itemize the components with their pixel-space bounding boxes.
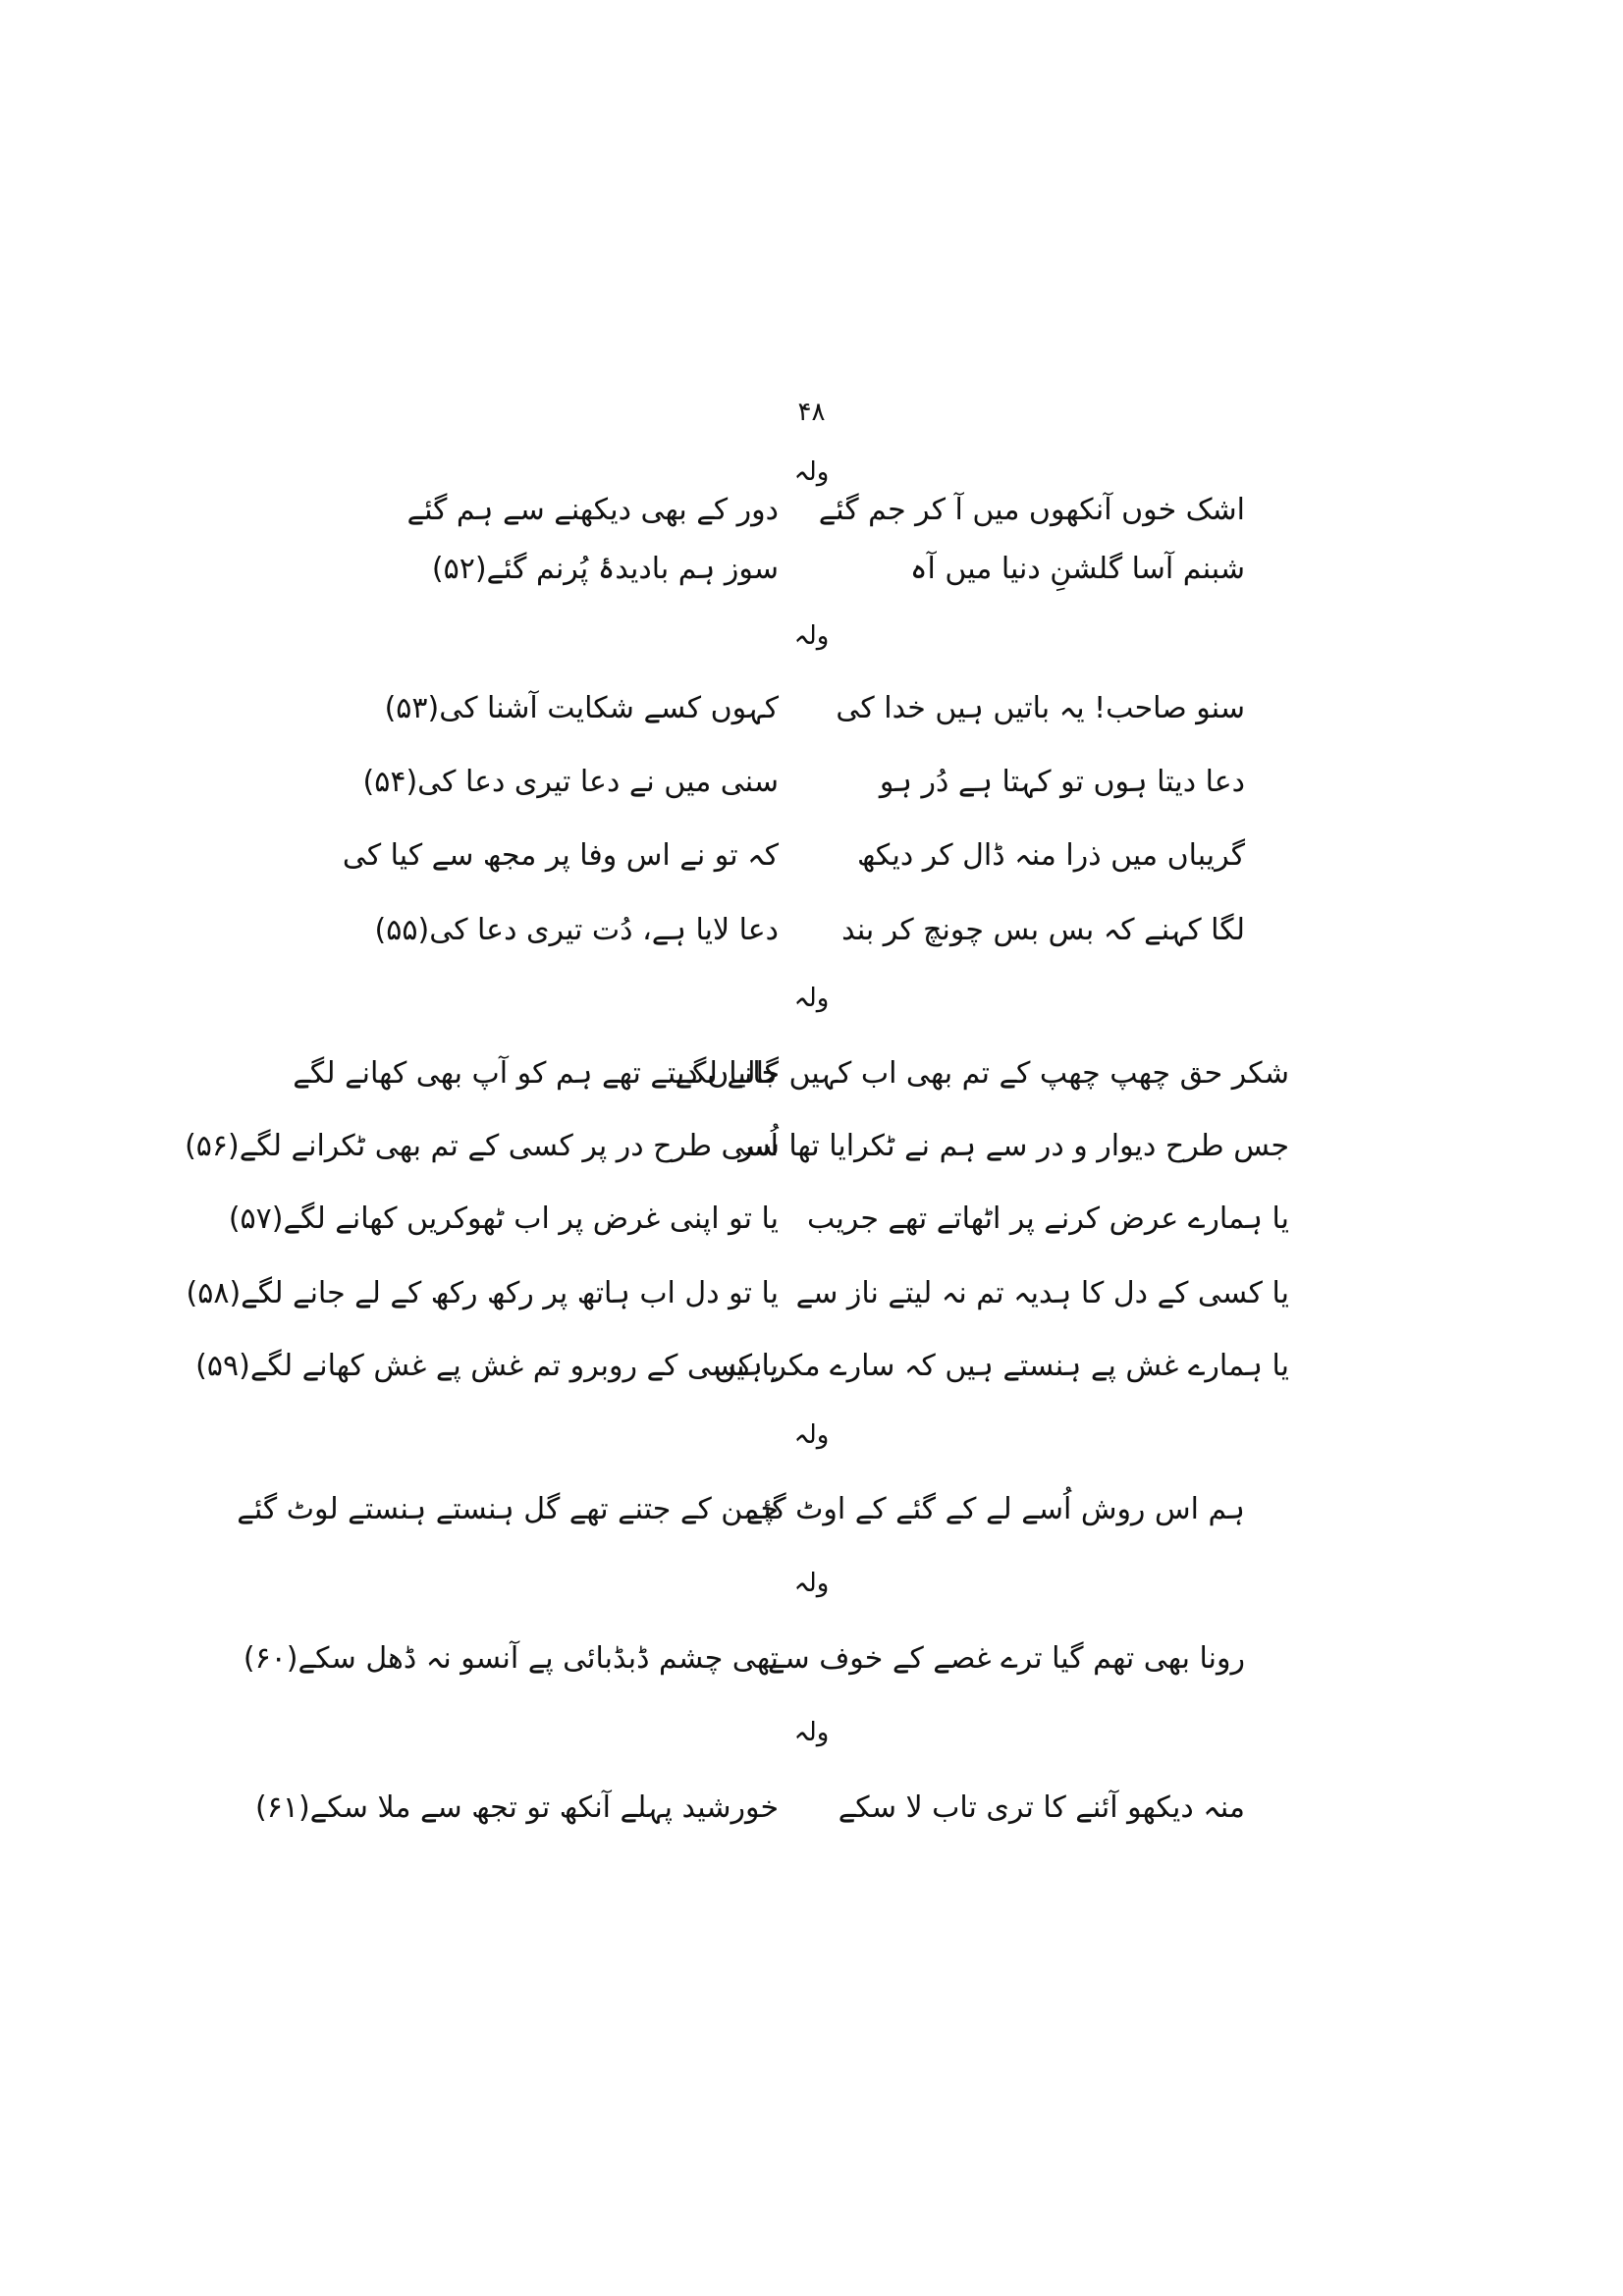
couplet [0,1117,1623,1176]
couplet [0,1480,1623,1539]
couplet [0,481,1623,540]
couplet-first-line: رونا بھی تھم گیا ترے غصے کے خوف سے [767,1641,1245,1676]
couplet-second-line: سوز ہم بادیدۂ پُرنم گئے(۵۲) [431,552,779,586]
couplet [0,1337,1623,1396]
couplet-second-line: دور کے بھی دیکھنے سے ہم گئے [406,493,779,527]
couplet-second-line: خورشید پہلے آنکھ تو تجھ سے ملا سکے(۶۱) [254,1790,779,1825]
couplet-second-line: گالیاں دیتے تھے ہم کو آپ بھی کھانے لگے [293,1056,779,1091]
section-heading: ولہ [793,984,830,1013]
couplet-second-line: دعا لایا ہے، دُت تیری دعا کی(۵۵) [374,913,779,947]
section-heading: ولہ [793,1569,830,1598]
couplet [0,1190,1623,1249]
couplet-first-line: منہ دیکھو آئنے کا تری تاب لا سکے [838,1790,1245,1825]
section-heading: ولہ [793,621,830,651]
couplet-first-line: یا ہمارے غش پے ہنستے ہیں کہ سارے مکر ہیں [714,1349,1289,1383]
couplet-first-line: یا کسی کے دل کا ہدیہ تم نہ لیتے ناز سے [795,1276,1289,1310]
couplet-first-line: دعا دیتا ہوں تو کہتا ہے دُر ہو [879,765,1245,799]
couplet-second-line: سنی میں نے دعا تیری دعا کی(۵۴) [362,765,779,799]
couplet-second-line: کہ تو نے اس وفا پر مجھ سے کیا کی [342,838,779,873]
couplet [0,901,1623,960]
couplet-second-line: چمن کے جتنے تھے گل ہنستے ہنستے لوٹ گئے [237,1492,779,1526]
couplet-second-line: اُسی طرح در پر کسی کے تم بھی ٹکرانے لگے(۵۶) [185,1129,779,1163]
couplet-first-line: اشک خوں آنکھوں میں آ کر جم گئے [818,493,1245,527]
couplet [0,1044,1623,1103]
couplet-second-line: یا تو دل اب ہاتھ پر رکھ رکھ کے لے جانے لگے(۵۸) [186,1276,779,1310]
section-heading: ولہ [793,1420,830,1450]
couplet [0,753,1623,812]
couplet [0,1264,1623,1323]
couplet-first-line: ہم اس روش اُسے لے کے گئے کے اوٹ گئے [745,1492,1245,1526]
couplet-first-line: یا ہمارے عرض کرنے پر اٹھاتے تھے جریب [806,1201,1289,1236]
couplet [0,679,1623,738]
couplet [0,1779,1623,1838]
couplet-second-line: یا کسی کے روبرو تم غش پے غش کھانے لگے(۵۹) [195,1349,779,1383]
couplet-first-line: لگا کہنے کہ بس بس چونچ کر بند [841,913,1245,947]
couplet-first-line: سنو صاحب! یہ باتیں ہیں خدا کی [836,691,1245,725]
couplet-first-line: شبنم آسا گلشنِ دنیا میں آہ [909,552,1245,586]
couplet-second-line: تھی چشم ڈبڈبائی پے آنسو نہ ڈھل سکے(۶۰) [243,1641,779,1676]
couplet-second-line: یا تو اپنی غرض پر اب ٹھوکریں کھانے لگے(۵۷) [228,1201,779,1236]
couplet [0,540,1623,599]
couplet-first-line: شکر حق چھپ چھپ کے تم بھی اب کہیں جانے لگے [675,1056,1289,1091]
couplet-first-line: گریباں میں ذرا منہ ڈال کر دیکھ [856,838,1245,873]
page-number: ۴۸ [797,398,826,427]
couplet-first-line: جس طرح دیوار و در سے ہم نے ٹکرایا تھا سر [738,1129,1289,1163]
section-heading: ولہ [793,457,830,487]
couplet [0,1629,1623,1688]
section-heading: ولہ [793,1718,830,1747]
couplet-second-line: کہوں کسے شکایت آشنا کی(۵۳) [384,691,779,725]
couplet [0,827,1623,885]
